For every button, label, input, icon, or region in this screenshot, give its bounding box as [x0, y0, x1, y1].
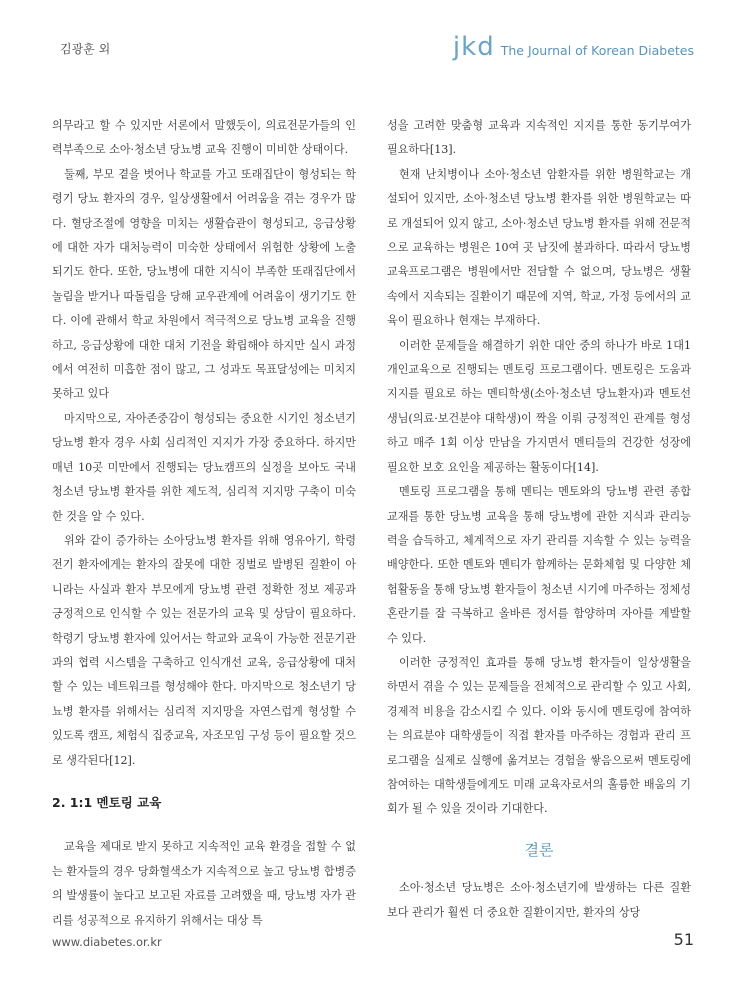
footer-url: www.diabetes.or.kr [52, 935, 162, 949]
paragraph: 현재 난치병이나 소아·청소년 암환자를 위한 병원학교는 개설되어 있지만, 소아·청소년 당뇨병 환자를 위한 병원학교는 따로 개설되어 있지 않고, 소아·청소년 당뇨병 환자를 위해 전문적으로 교육하는 병원은 10여 곳 남짓에 불과하다. 따라서 당뇨병 교육프로그램은 병원에서만 전담할 수 없으며, 당뇨병은 생활 속에서 지속되는 질환이기 때문에 지역, 학교, 가정 등에서의 교육이 필요하나 현재는 부재하다. [387, 167, 691, 328]
paragraph: 교육을 제대로 받지 못하고 지속적인 교육 환경을 접할 수 없는 환자들의 경우 당화혈색소가 지속적으로 높고 당뇨병 합병증의 발생률이 높다고 보고된 자료를 고려했을 때, 당뇨병 자가 관리를 성공적으로 유지하기 위해서는 대상 특 [52, 840, 356, 927]
paragraph: 성을 고려한 맞춤형 교육과 지속적인 지지를 통한 동기부여가 필요하다[13]. [387, 119, 691, 157]
journal-logo: jkd [452, 32, 495, 62]
paragraph: 이러한 문제들을 해결하기 위한 대안 중의 하나가 바로 1대1 개인교육으로 진행되는 멘토링 프로그램이다. 멘토링은 도움과 지지를 필요로 하는 멘티학생(소아·청소년 당뇨환자)과 멘토선생님(의료·보건분야 대학생)이 짝을 이뤄 긍정적인 관계를 형성하고 매주 1회 이상 만남을 가지면서 멘티들의 건강한 성장에 필요한 보호 요인을 제공하는 활동이다[14]. [387, 338, 691, 474]
section-heading-conclusion: 결론 [524, 840, 554, 859]
paragraph: 둘째, 부모 곁을 벗어나 학교를 가고 또래집단이 형성되는 학령기 당뇨 환자의 경우, 일상생활에서 어려움을 겪는 경우가 많다. 혈당조절에 영향을 미치는 생활습관이 형성되고, 응급상황에 대한 자가 대처능력이 미숙한 상태에서 위험한 상황에 노출되기도 한다. 또한, 당뇨병에 대한 지식이 부족한 또래집단에서 놀림을 받거나 따돌림을 당해 교우관계에 어려움이 생기기도 한다. 이에 관해서 학교 차원에서 적극적으로 당뇨병 교육을 진행하고, 응급상황에 대한 대처 기전을 확립해야 하지만 실시 과정에서 여전히 미흡한 점이 많고, 그 성과도 목표달성에는 미치지 못하고 있다 [52, 167, 356, 401]
section-heading-mentoring: 2. 1:1 멘토링 교육 [52, 794, 162, 810]
running-header-author: 김광훈 외 [60, 42, 111, 56]
page-number: 51 [673, 930, 694, 949]
right-column [387, 114, 691, 925]
paragraph: 소아·청소년 당뇨병은 소아·청소년기에 발생하는 다른 질환보다 관리가 훨씬 더 중요한 질환이지만, 환자의 상당 [387, 881, 691, 919]
journal-header [453, 32, 694, 62]
left-column [52, 114, 356, 933]
paragraph: 이러한 긍정적인 효과를 통해 당뇨병 환자들이 일상생활을 하면서 겪을 수 있는 문제들을 전체적으로 관리할 수 있고 사회, 경제적 비용을 감소시킬 수 있다. 이와 동시에 멘토링에 참여하는 의료분야 대학생들이 직접 환자를 마주하는 경험과 관리 프로그램을 실제로 실행에 옮겨보는 경험을 쌓음으로써 멘토링에 참여하는 대학생들에게도 미래 교육자로서의 훌륭한 배움의 기회가 될 수 있을 것이라 기대한다. [387, 655, 691, 816]
paragraph: 마지막으로, 자아존중감이 형성되는 중요한 시기인 청소년기 당뇨병 환자 경우 사회 심리적인 지지가 가장 중요하다. 하지만 매년 10곳 미만에서 진행되는 당뇨캠프의 실정을 보아도 국내 청소년 당뇨병 환자를 위한 제도적, 심리적 지지망 구축이 미숙한 것을 알 수 있다. [52, 411, 356, 523]
paragraph: 의무라고 할 수 있지만 서론에서 말했듯이, 의료전문가들의 인력부족으로 소아·청소년 당뇨병 교육 진행이 미비한 상태이다. [52, 119, 356, 157]
journal-name: The Journal of Korean Diabetes [500, 43, 694, 58]
paragraph: 멘토링 프로그램을 통해 멘티는 멘토와의 당뇨병 관련 종합교재를 통한 당뇨병 교육을 통해 당뇨병에 관한 지식과 관리능력을 습득하고, 체계적으로 자기 관리를 지속할 수 있는 능력을 배양한다. 또한 멘토와 멘티가 함께하는 문화체험 및 다양한 체험활동을 통해 당뇨병 환자들이 청소년 시기에 마주하는 정체성 혼란기를 잘 극복하고 올바른 정서를 함양하며 자아를 계발할 수 있다. [387, 485, 691, 645]
paragraph: 위와 같이 증가하는 소아당뇨병 환자를 위해 영유아기, 학령전기 환자에게는 환자의 잘못에 대한 징벌로 발병된 질환이 아니라는 사실과 환자 부모에게 당뇨병 관련 정확한 정보 제공과 긍정적으로 인식할 수 있는 전문가의 교육 및 상담이 필요하다. 학령기 당뇨병 환자에 있어서는 학교와 교육이 가능한 전문기관과의 협력 시스템을 구축하고 인식개선 교육, 응급상황에 대처할 수 있는 네트워크를 형성해야 한다. 마지막으로 청소년기 당뇨병 환자를 위해서는 심리적 지지망을 자연스럽게 형성할 수 있도록 캠프, 체험식 집중교육, 자조모임 구성 등이 필요할 것으로 생각된다[12]. [52, 533, 356, 767]
